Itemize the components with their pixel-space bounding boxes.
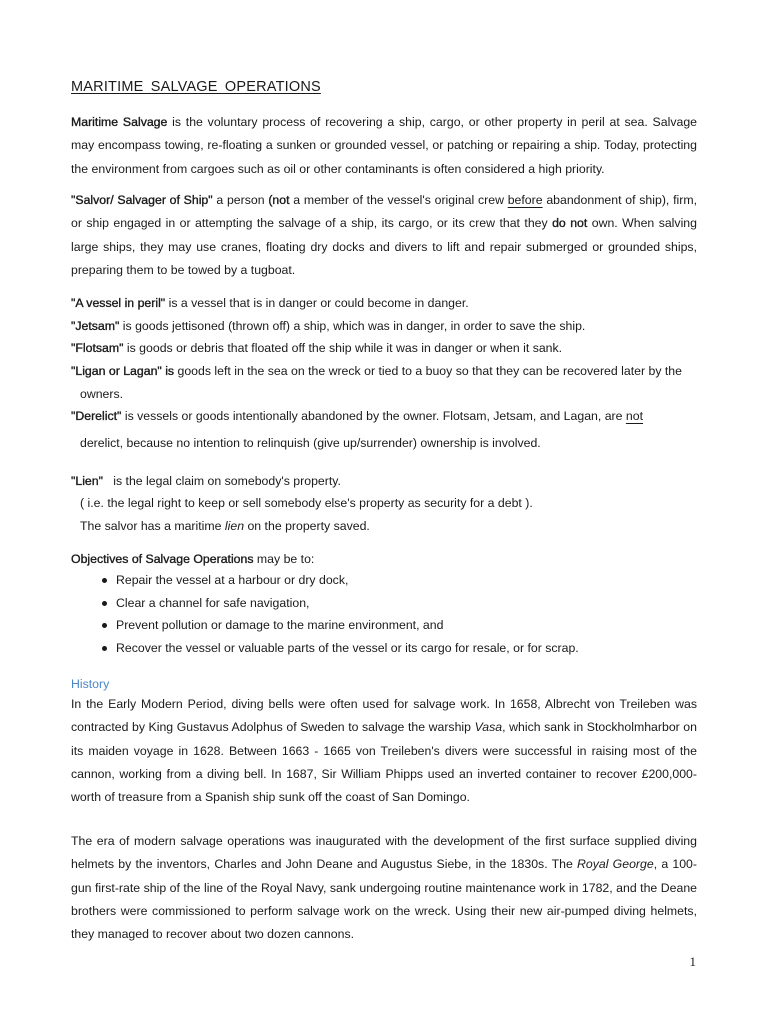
- history-p1-a: In the Early Modern Period, diving bells were often used for salvage work. In 1658, Albrecht von Treileben was contracted by King Gustavus Adolphus of Sweden to salvage the warship: [71, 697, 697, 735]
- lien-line3-a: The salvor has a maritime: [80, 519, 225, 533]
- salvor-do-not: do not: [552, 216, 588, 231]
- bullet-icon: [102, 623, 107, 628]
- definition-flotsam: [71, 340, 562, 356]
- page-number: 1: [689, 954, 696, 969]
- list-item: [71, 595, 579, 618]
- lien-line3-b: on the property saved.: [244, 519, 370, 533]
- bullet-icon: [102, 601, 107, 606]
- derelict-text: is vessels or goods intentionally abandoned by the owner. Flotsam, Jetsam, and Lagan, are: [121, 409, 626, 423]
- list-item-text: Clear a channel for safe navigation,: [116, 595, 310, 610]
- definition-ligan: [71, 363, 682, 379]
- list-item: [71, 617, 579, 640]
- salvor-text-2: a member of the vessel's original crew: [289, 193, 508, 207]
- history-paragraph-1: [71, 693, 697, 809]
- jetsam-term: "Jetsam": [71, 319, 120, 333]
- derelict-continuation: derelict, because no intention to relinquish (give up/surrender) ownership is involved.: [80, 436, 541, 450]
- bullet-icon: [102, 646, 107, 651]
- lien-explanation: ( i.e. the legal right to keep or sell somebody else's property as security for a debt ).: [80, 496, 533, 510]
- objectives-text: may be to:: [253, 552, 315, 566]
- definition-peril: [71, 295, 469, 311]
- intro-text: is the voluntary process of recovering a ship, cargo, or other property in peril at sea. Salvage may encompass towing, re-floating a sunken or grounded vessel, or patching or repairing a ship. Today, protecting the environment from cargoes such as oil or other contaminants is often considered a high priority.: [71, 115, 697, 176]
- list-item-text: Recover the vessel or valuable parts of the vessel or its cargo for resale, or for scrap.: [116, 640, 579, 655]
- list-item: [71, 572, 579, 595]
- ligan-text: goods left in the sea on the wreck or tied to a buoy so that they can be recovered later by the: [174, 364, 682, 378]
- history-paragraph-2: [71, 830, 697, 946]
- history-p1-italic: Vasa: [474, 720, 503, 735]
- objectives-term: Objectives of Salvage Operations: [71, 552, 254, 566]
- salvor-text-4: own. When salving large ships, they may use cranes, floating dry docks and divers to lift and repair submerged or grounded ships, preparing them to be towed by a tugboat.: [71, 216, 697, 277]
- derelict-not: not: [625, 409, 644, 423]
- peril-text: is a vessel that is in danger or could become in danger.: [165, 296, 469, 310]
- lien-italic: lien: [224, 519, 245, 533]
- definition-jetsam: [71, 318, 585, 334]
- peril-term: "A vessel in peril": [71, 296, 166, 310]
- page-title: MARITIME SALVAGE OPERATIONS: [71, 79, 321, 95]
- history-heading: History: [71, 677, 110, 691]
- intro-term: Maritime Salvage: [71, 115, 168, 129]
- definition-derelict: [71, 408, 643, 424]
- salvor-text-1: a person: [212, 193, 269, 207]
- lien-maritime: [80, 518, 370, 534]
- ligan-continuation: owners.: [80, 387, 124, 401]
- intro-paragraph: [71, 111, 697, 181]
- flotsam-term: "Flotsam": [71, 341, 124, 355]
- salvor-text-3: abandonment of ship), firm, or ship engaged in or attempting the salvage of a ship, its cargo, or its crew that they: [71, 193, 697, 231]
- jetsam-text: is goods jettisoned (thrown off) a ship, which was in danger, in order to save the ship.: [119, 319, 586, 333]
- lien-text: is the legal claim on somebody's property.: [102, 474, 341, 488]
- objectives-heading: [71, 551, 314, 567]
- definition-lien: [71, 473, 341, 489]
- history-p2-b: , a 100-gun first-rate ship of the line of the Royal Navy, sank undergoing routine maintenance work in 1782, and the Deane brothers were commissioned to perform salvage work on the wreck. Using their new air-pumped diving helmets, they managed to recover about two dozen cannons.: [71, 857, 697, 942]
- ligan-term: "Ligan or Lagan" is: [71, 364, 175, 378]
- list-item: [71, 640, 579, 663]
- history-p2-a: The era of modern salvage operations was inaugurated with the development of the first surface supplied diving helmets by the inventors, Charles and John Deane and Augustus Siebe, in the 1830s. The: [71, 834, 697, 872]
- salvor-paragraph: [71, 189, 697, 282]
- lien-term: "Lien": [71, 474, 103, 488]
- objectives-list: [71, 572, 579, 662]
- salvor-before: before: [507, 193, 543, 207]
- list-item-text: Repair the vessel at a harbour or dry dock,: [116, 573, 349, 587]
- history-p1-b: , which sank in Stockholmharbor on its maiden voyage in 1628. Between 1663 - 1665 von Treileben's divers were successful in raising most of the cannon, working from a diving bell. In 1687, Sir William Phipps used an inverted container to recover £200,000-worth of treasure from a Spanish ship sunk off the coast of San Domingo.: [71, 720, 697, 805]
- derelict-term: "Derelict": [71, 409, 122, 423]
- salvor-term: "Salvor/ Salvager of Ship": [71, 193, 213, 207]
- flotsam-text: is goods or debris that floated off the ship while it was in danger or when it sank.: [123, 341, 563, 355]
- list-item-text: Prevent pollution or damage to the marine environment, and: [116, 618, 444, 632]
- bullet-icon: [102, 578, 107, 583]
- salvor-not: (not: [268, 193, 290, 207]
- history-p2-italic: Royal George: [577, 857, 654, 872]
